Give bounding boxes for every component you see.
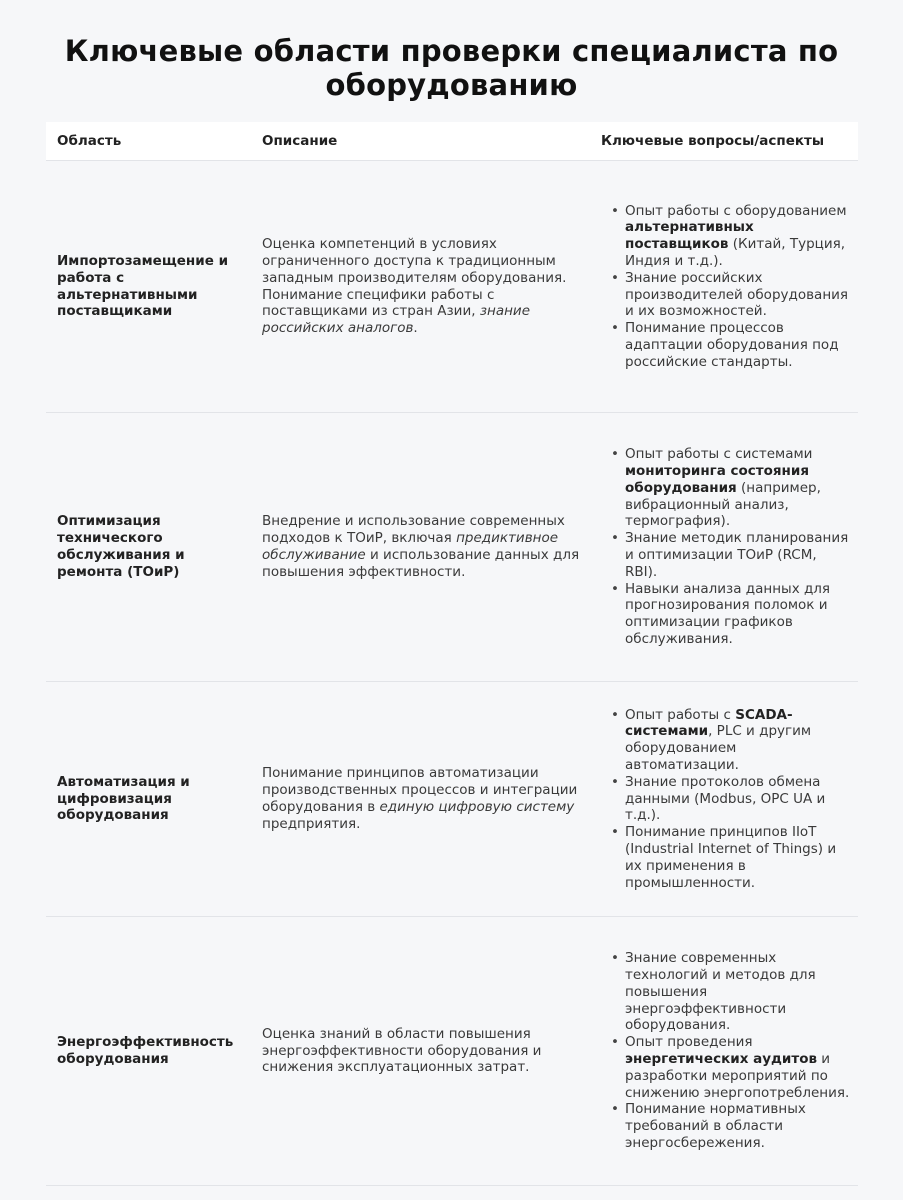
description-paragraph: Оценка компетенций в условиях ограниченного доступа к традиционным западным производителям оборудования. bbox=[262, 236, 567, 286]
aspects-cell bbox=[595, 203, 858, 371]
aspects-list bbox=[595, 446, 850, 648]
description-cell bbox=[251, 513, 595, 580]
area-cell: Импортозамещение и работа с альтернативными поставщиками bbox=[57, 252, 229, 320]
list-item: • Понимание нормативных требований в области энергосбережения. bbox=[625, 1101, 850, 1151]
list-item: • Навыки анализа данных для прогнозирования поломок и оптимизации графиков обслуживания. bbox=[625, 581, 850, 648]
aspects-list bbox=[595, 203, 850, 371]
table-row bbox=[46, 682, 858, 917]
list-item: • Опыт работы с системами мониторинга состояния оборудования (например, вибрационный анализ, термография). bbox=[625, 446, 850, 530]
aspects-cell bbox=[595, 446, 858, 648]
page-title: Ключевые области проверки специалиста по оборудованию bbox=[64, 34, 839, 102]
area-cell: Автоматизация и цифровизация оборудования bbox=[57, 773, 190, 824]
list-item: • Знание методик планирования и оптимизации ТОиР (RCM, RBI). bbox=[625, 530, 850, 580]
header-area: Область bbox=[57, 133, 122, 149]
aspects-cell bbox=[595, 950, 858, 1152]
table-row bbox=[46, 161, 858, 413]
list-item: • Знание протоколов обмена данными (Modbus, OPC UA и т.д.). bbox=[625, 774, 850, 824]
description-paragraph: Внедрение и использование современных подходов к ТОиР, включая предиктивное обслуживание и использование данных для повышения эффективности. bbox=[262, 513, 580, 580]
areas-table bbox=[46, 122, 858, 1186]
list-item: • Знание современных технологий и методов для повышения энергоэффективности оборудования. bbox=[625, 950, 850, 1034]
description-cell bbox=[251, 236, 595, 337]
description-paragraph: Понимание специфики работы с поставщиками из стран Азии, знание российских аналогов. bbox=[262, 286, 530, 337]
list-item: • Опыт проведения энергетических аудитов и разработки мероприятий по снижению энергопотребления. bbox=[625, 1034, 850, 1101]
aspects-list bbox=[595, 707, 850, 892]
table-row bbox=[46, 917, 858, 1186]
list-item: • Знание российских производителей оборудования и их возможностей. bbox=[625, 270, 850, 320]
description-paragraph: Понимание принципов автоматизации производственных процессов и интеграции оборудования в единую цифровую систему предприятия. bbox=[262, 765, 578, 832]
list-item: • Понимание принципов IIoT (Industrial Internet of Things) и их применения в промышленности. bbox=[625, 824, 850, 891]
header-aspects: Ключевые вопросы/аспекты bbox=[601, 133, 825, 149]
description-cell bbox=[251, 1026, 595, 1076]
header-description: Описание bbox=[262, 133, 338, 149]
description-paragraph: Оценка знаний в области повышения энергоэффективности оборудования и снижения эксплуатационных затрат. bbox=[262, 1025, 542, 1076]
area-cell: Энергоэффективность оборудования bbox=[57, 1034, 234, 1067]
table-row bbox=[46, 413, 858, 682]
table-header bbox=[46, 122, 858, 161]
list-item: • Понимание процессов адаптации оборудования под российские стандарты. bbox=[625, 320, 850, 370]
aspects-cell bbox=[595, 707, 858, 892]
area-cell: Оптимизация технического обслуживания и ремонта (ТОиР) bbox=[57, 513, 185, 580]
aspects-list bbox=[595, 950, 850, 1152]
description-cell bbox=[251, 765, 595, 832]
list-item: • Опыт работы с оборудованием альтернативных поставщиков (Китай, Турция, Индия и т.д.). bbox=[625, 203, 850, 270]
list-item: • Опыт работы с SCADA-системами, PLC и другим оборудованием автоматизации. bbox=[625, 707, 850, 774]
